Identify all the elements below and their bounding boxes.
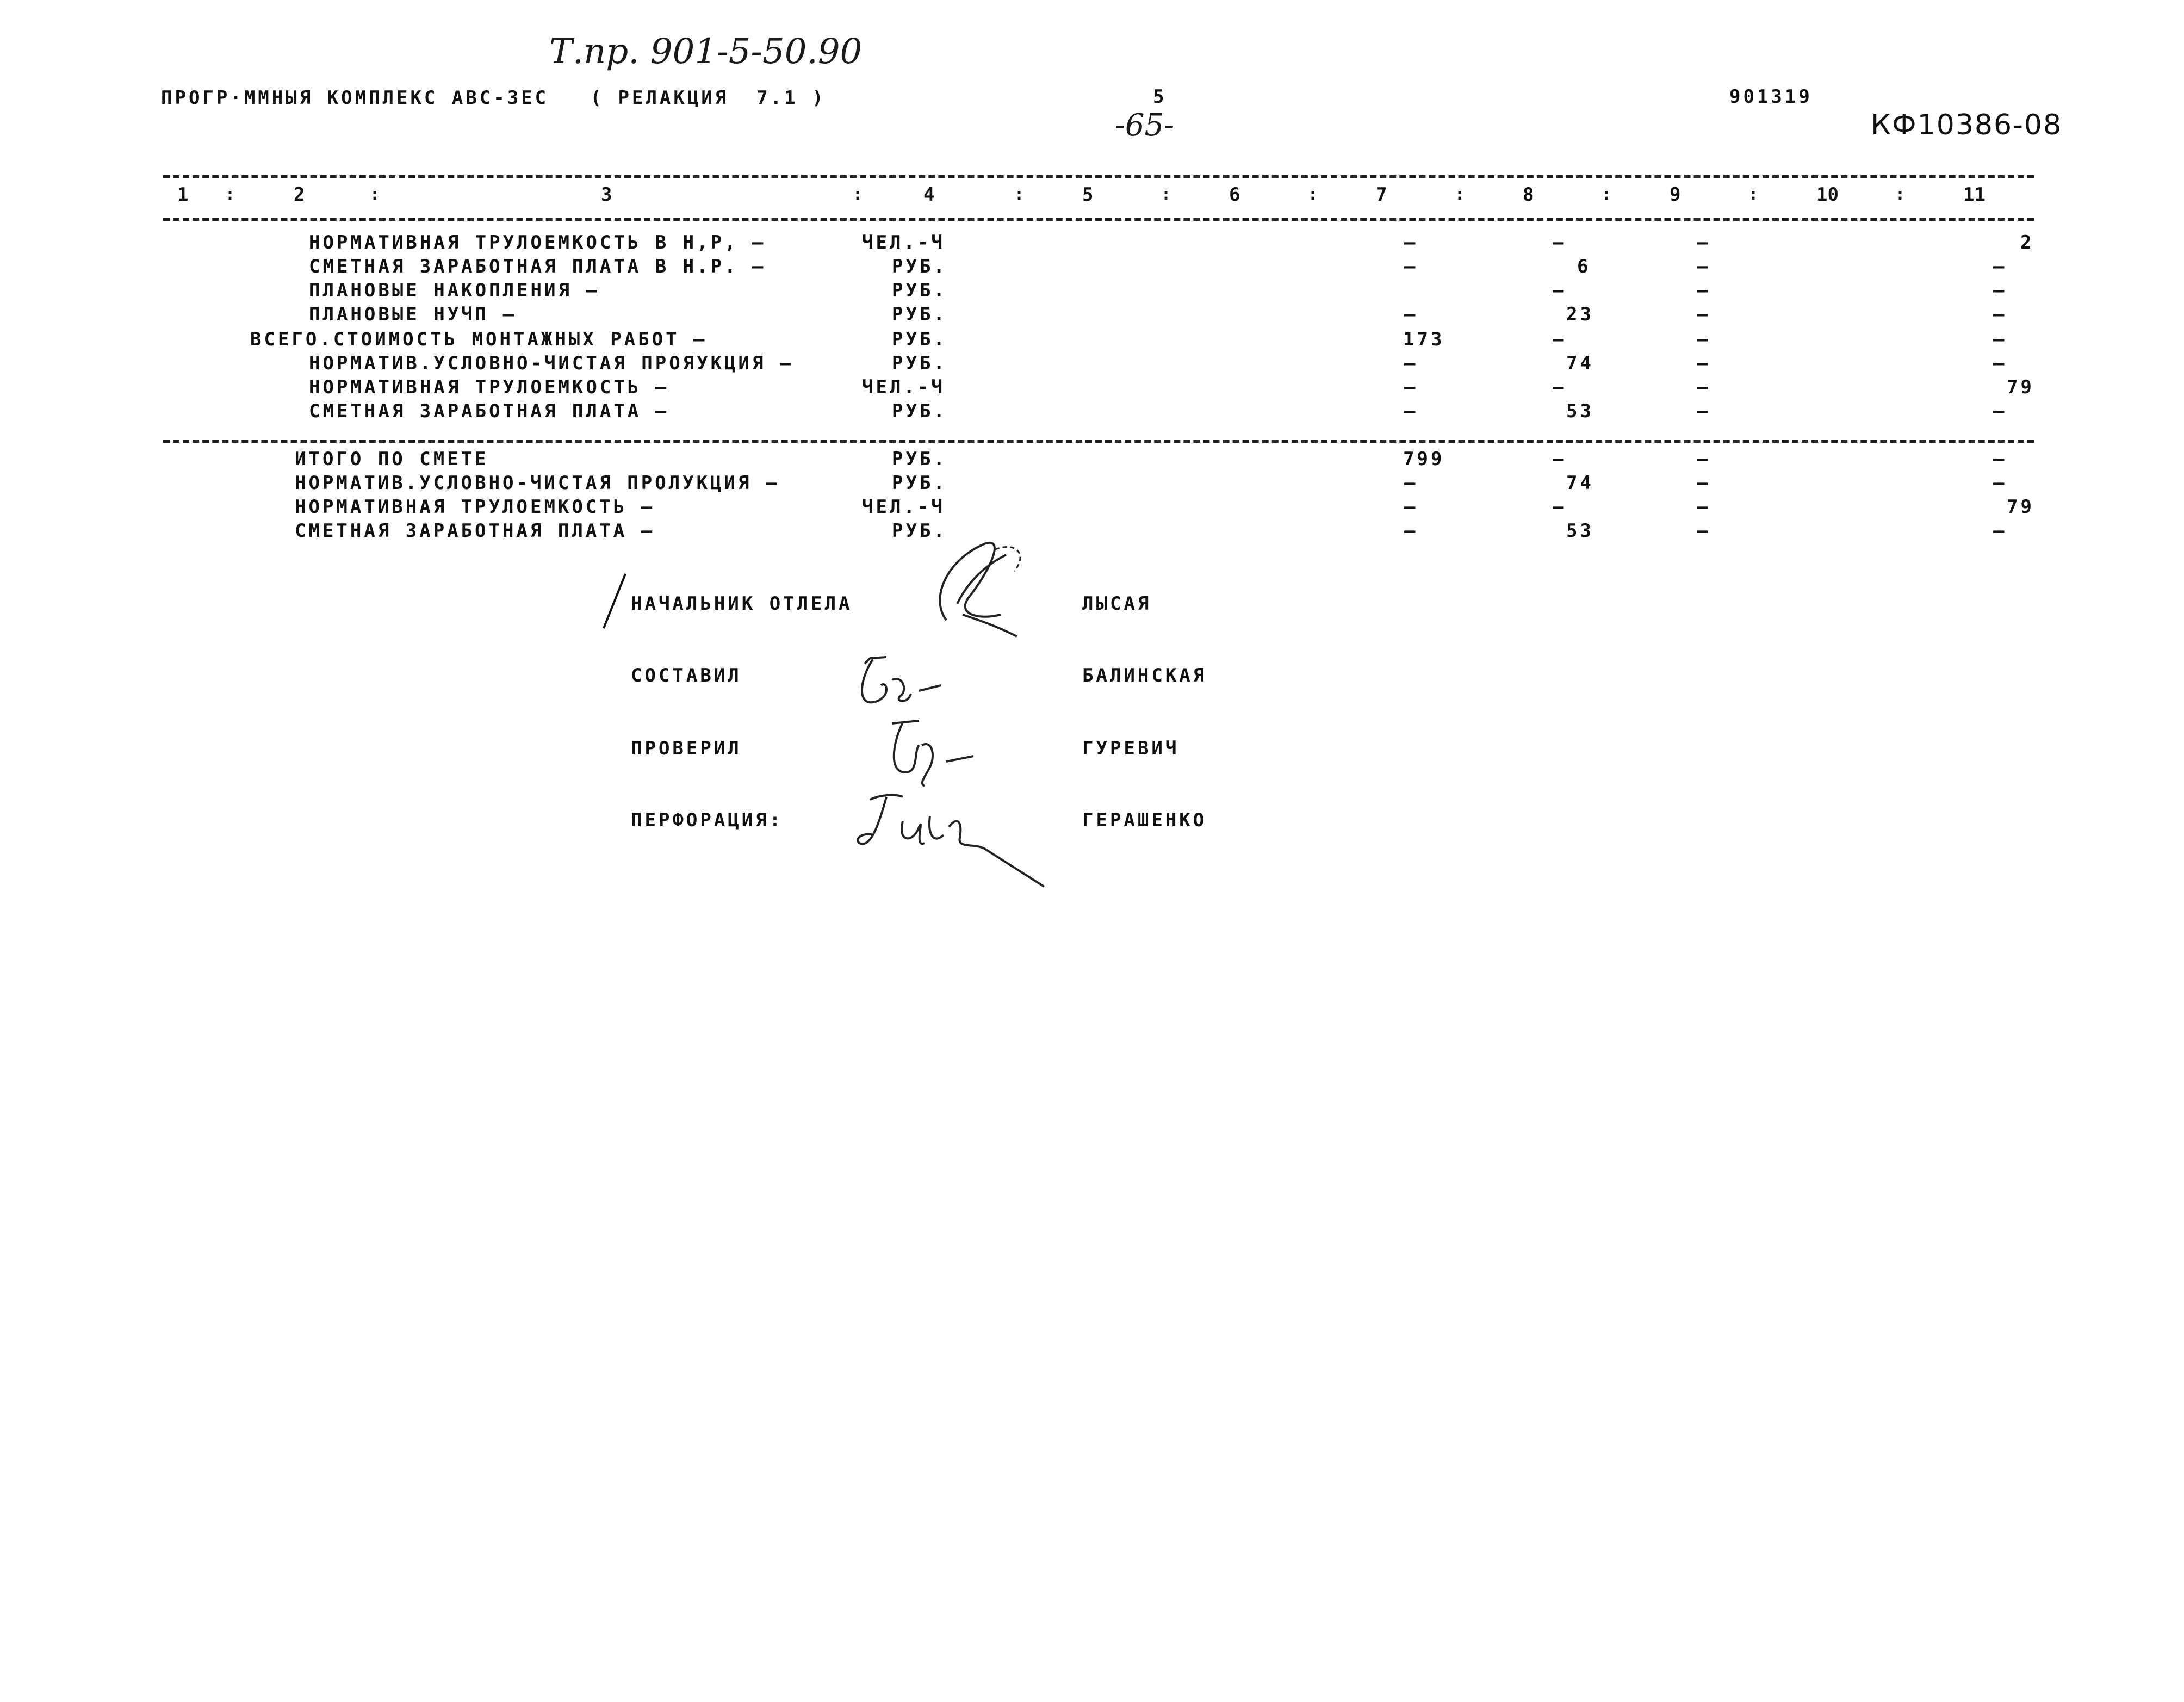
- signature-role: ПЕРФОРАЦИЯ:: [631, 809, 784, 831]
- row-unit: ЧЕЛ.-Ч: [862, 376, 945, 398]
- cell-col8: 23: [1566, 304, 1594, 325]
- row-unit: РУБ.: [892, 352, 947, 374]
- row-label: ВСЕГО.СТОИМОСТЬ МОНТАЖНЫХ РАБОТ —: [250, 329, 708, 350]
- row-label: НОРМАТИВНАЯ ТРУЛОЕМКОСТЬ В Н,Р, —: [309, 232, 766, 253]
- page-number: -65-: [1115, 108, 1175, 143]
- table-row: [0, 232, 2034, 256]
- cell-col7: —: [1404, 232, 1418, 253]
- cell-col7: —: [1404, 496, 1418, 518]
- document-page: Т.пр. 901-5-50.90 ПРОГР·ММНЫЯ КОМПЛЕКС АВС-3ЕС ( РЕЛАКЦИЯ 7.1 ) 5 -65- 901319 КФ10386-08 1 2 3 4 5 6 7 8 9 10 11 : : : : : : : : : : НОРМАТИВНАЯ ТРУЛОЕМКОСТЬ В Н,Р, — ЧЕЛ.-Ч — — — 2 СМЕТНАЯ ЗАРАБОТНАЯ ПЛАТА В Н.Р. — РУБ. — 6 — — ПЛАНОВЫЕ НАКОПЛЕНИЯ — РУБ. — — — ПЛАНОВЫЕ НУЧП — РУБ. — 23 — — ВСЕГО.СТОИМОСТЬ МОНТАЖНЫХ РАБОТ — РУБ. 173 — — — НОРМАТИВ.УСЛОВНО-ЧИСТАЯ ПРОЯУКЦИЯ — РУБ. — 74 — — НОРМАТИВНАЯ ТРУЛОЕМКОСТЬ — ЧЕЛ.-Ч — — — 79 СМЕТНАЯ ЗАРАБОТНАЯ ПЛАТА — РУБ. — 53 — — ИТОГО ПО СМЕТЕ РУБ. 799 — — — НОРМАТИВ.УСЛОВНО-ЧИСТАЯ ПРОЛУКЦИЯ — РУБ. — 74 — — НОРМАТИВНАЯ ТРУЛОЕМКОСТЬ — ЧЕЛ.-Ч — — — 79 СМЕТНАЯ ЗАРАБОТНАЯ ПЛАТА — РУБ. — 53 — — НАЧАЛЬНИК ОТЛЕЛА ЛЫСАЯ СОСТАВИЛ БАЛИНСКАЯ ПРОВЕРИЛ ГУРЕВИЧ ПЕРФОРАЦИЯ: ГЕРАШЕНКО: [0, 0, 2184, 1702]
- cell-col11: —: [1993, 352, 2007, 374]
- signature-name: ЛЫСАЯ: [1082, 593, 1152, 615]
- row-label: НОРМАТИВНАЯ ТРУЛОЕМКОСТЬ —: [295, 496, 655, 518]
- table-row: [0, 400, 2034, 424]
- cell-col9: —: [1697, 520, 1711, 542]
- col-2: 2: [294, 184, 305, 206]
- row-unit: РУБ.: [892, 304, 947, 325]
- table-row: [0, 280, 2034, 304]
- cell-col7: —: [1404, 472, 1418, 494]
- cell-col8: 74: [1566, 472, 1594, 494]
- table-header-rule: [163, 218, 2034, 221]
- cell-col8: —: [1553, 280, 1567, 301]
- cell-col8: 74: [1566, 352, 1594, 374]
- row-label: НОРМАТИВ.УСЛОВНО-ЧИСТАЯ ПРОЛУКЦИЯ —: [295, 472, 780, 494]
- signature-role: СОСТАВИЛ: [631, 665, 742, 686]
- row-label: СМЕТНАЯ ЗАРАБОТНАЯ ПЛАТА В Н.Р. —: [309, 256, 766, 277]
- cell-col7: —: [1404, 352, 1418, 374]
- row-unit: РУБ.: [892, 400, 947, 422]
- cell-col8: —: [1553, 376, 1567, 398]
- table-row: [0, 352, 2034, 376]
- cell-col7: 799: [1403, 448, 1445, 470]
- cell-col7: 173: [1403, 329, 1445, 350]
- cell-col8: —: [1553, 496, 1567, 518]
- col-9: 9: [1670, 184, 1681, 206]
- cell-col9: —: [1697, 256, 1711, 277]
- table-row: [0, 376, 2034, 400]
- row-unit: ЧЕЛ.-Ч: [862, 232, 945, 253]
- row-unit: ЧЕЛ.-Ч: [862, 496, 945, 518]
- cell-col8: 53: [1566, 400, 1594, 422]
- cell-col9: —: [1697, 472, 1711, 494]
- cell-col7: —: [1404, 400, 1418, 422]
- table-top-rule: [163, 175, 2034, 178]
- signature-compiled: [848, 647, 968, 718]
- signature-slash: [598, 571, 631, 631]
- signature-checked: [881, 713, 990, 789]
- cell-col11: —: [1993, 280, 2007, 301]
- col-11: 11: [1963, 184, 1986, 206]
- cell-col9: —: [1697, 496, 1711, 518]
- cell-col8: —: [1553, 329, 1567, 350]
- cell-col11: —: [1993, 400, 2007, 422]
- cell-col11: —: [1993, 329, 2007, 350]
- row-label: НОРМАТИВНАЯ ТРУЛОЕМКОСТЬ —: [309, 376, 669, 398]
- cell-col9: —: [1697, 280, 1711, 301]
- document-number: 901319: [1729, 86, 1813, 108]
- handwritten-project-ref: Т.пр. 901-5-50.90: [549, 32, 863, 72]
- col-3: 3: [601, 184, 612, 206]
- row-unit: РУБ.: [892, 256, 947, 277]
- row-label: ИТОГО ПО СМЕТЕ: [295, 448, 489, 470]
- cell-col8: —: [1553, 448, 1567, 470]
- cell-col7: —: [1404, 376, 1418, 398]
- col-6: 6: [1229, 184, 1240, 206]
- signature-name: ГУРЕВИЧ: [1082, 738, 1180, 759]
- signature-name: БАЛИНСКАЯ: [1082, 665, 1207, 686]
- cell-col11: —: [1993, 448, 2007, 470]
- row-label: СМЕТНАЯ ЗАРАБОТНАЯ ПЛАТА —: [309, 400, 669, 422]
- cell-col9: —: [1697, 232, 1711, 253]
- cell-col9: —: [1697, 352, 1711, 374]
- signature-role: ПРОВЕРИЛ: [631, 738, 742, 759]
- cell-col11: —: [1993, 304, 2007, 325]
- row-label: ПЛАНОВЫЕ НУЧП —: [309, 304, 517, 325]
- col-10: 10: [1816, 184, 1839, 206]
- col-7: 7: [1376, 184, 1387, 206]
- signature-head: [925, 539, 1033, 642]
- cell-col8: 53: [1566, 520, 1594, 542]
- table-row: [0, 256, 2034, 280]
- cell-col11: —: [1993, 256, 2007, 277]
- table-row: [0, 329, 2034, 352]
- document-code: КФ10386-08: [1871, 109, 2063, 141]
- sheet-number: 5: [1153, 86, 1167, 108]
- col-5: 5: [1082, 184, 1094, 206]
- row-label: НОРМАТИВ.УСЛОВНО-ЧИСТАЯ ПРОЯУКЦИЯ —: [309, 352, 794, 374]
- col-4: 4: [923, 184, 935, 206]
- cell-col9: —: [1697, 304, 1711, 325]
- signature-punched: [848, 783, 1055, 892]
- row-unit: РУБ.: [892, 280, 947, 301]
- cell-col11: —: [1993, 520, 2007, 542]
- signature-role: НАЧАЛЬНИК ОТЛЕЛА: [631, 593, 853, 615]
- col-8: 8: [1523, 184, 1534, 206]
- cell-col7: —: [1404, 304, 1418, 325]
- row-label: ПЛАНОВЫЕ НАКОПЛЕНИЯ —: [309, 280, 600, 301]
- cell-col11: —: [1993, 472, 2007, 494]
- row-unit: РУБ.: [892, 448, 947, 470]
- program-title: ПРОГР·ММНЫЯ КОМПЛЕКС АВС-3ЕС ( РЕЛАКЦИЯ 7.1 ): [161, 87, 826, 109]
- table-row: [0, 496, 2034, 520]
- col-1: 1: [177, 184, 189, 206]
- cell-col7: —: [1404, 256, 1418, 277]
- row-unit: РУБ.: [892, 472, 947, 494]
- row-unit: РУБ.: [892, 520, 947, 542]
- cell-col8: —: [1553, 232, 1567, 253]
- table-row: [0, 448, 2034, 472]
- cell-col9: —: [1697, 376, 1711, 398]
- cell-col7: —: [1404, 520, 1418, 542]
- cell-col11: 79: [2007, 496, 2034, 518]
- cell-col9: —: [1697, 448, 1711, 470]
- cell-col11: 2: [2020, 232, 2034, 253]
- table-row: [0, 304, 2034, 327]
- signature-name: ГЕРАШЕНКО: [1082, 809, 1207, 831]
- cell-col8: 6: [1577, 256, 1591, 277]
- row-label: СМЕТНАЯ ЗАРАБОТНАЯ ПЛАТА —: [295, 520, 655, 542]
- cell-col11: 79: [2007, 376, 2034, 398]
- section-divider-rule: [163, 440, 2034, 443]
- cell-col9: —: [1697, 400, 1711, 422]
- row-unit: РУБ.: [892, 329, 947, 350]
- table-row: [0, 472, 2034, 496]
- cell-col9: —: [1697, 329, 1711, 350]
